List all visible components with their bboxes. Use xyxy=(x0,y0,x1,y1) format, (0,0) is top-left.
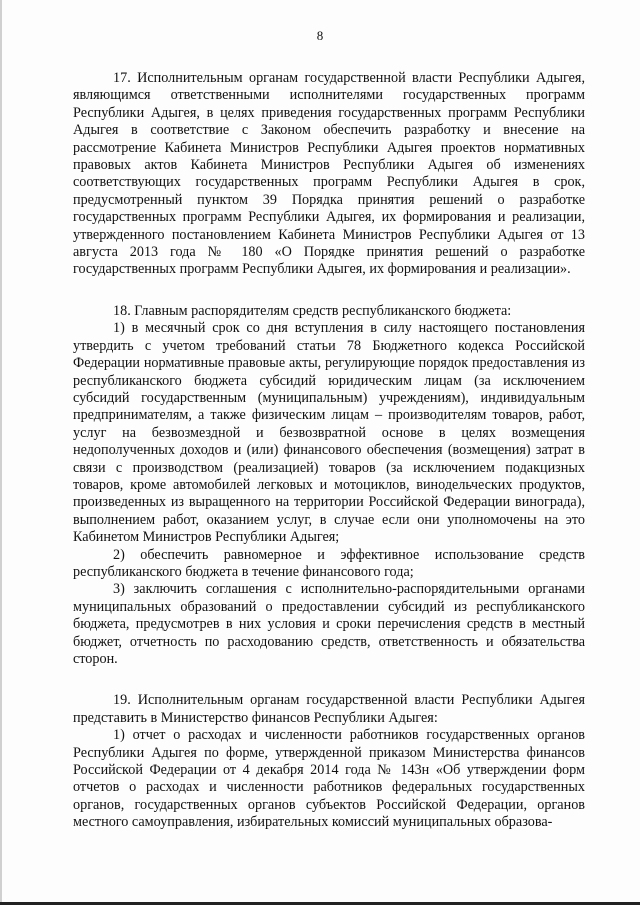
document-body xyxy=(73,70,585,832)
paragraph-18-item-2: 2) обеспечить равномерное и эффективное использование средств республиканского бюджета в течение финансового года; xyxy=(73,546,585,580)
page-left-edge xyxy=(0,0,2,905)
page-number: 8 xyxy=(316,28,324,43)
paragraph-17: 17. Исполнительным органам государственной власти Республики Адыгея, являющимся ответственными исполнителями государственных программ Республики Адыгея, в целях приведения государственных программ Республики Адыгея в соответствие с Законом обеспечить разработку и внесение на рассмотрение Кабинета Министров Республики Адыгея проектов нормативных правовых актов Кабинета Министров Республики Адыгея об изменениях соответствующих государственных программ Республики Адыгея в срок, предусмотренный пунктом 39 Порядка принятия решений о разработке государственных программ Республики Адыгея, их формирования и реализации, утвержденного постановлением Кабинета Министров Республики Адыгея от 13 августа 2013 года № 180 «О Порядке принятия решений о разработке государственных программ Республики Адыгея, их формирования и реализации». xyxy=(73,70,585,278)
paragraph-18: 18. Главным распорядителям средств республиканского бюджета: xyxy=(113,302,512,319)
paragraph-19-item-1: 1) отчет о расходах и численности работников государственных органов Республики Адыгея по форме, утвержденной приказом Министерства финансов Российской Федерации от 4 декабря 2014 года № 143н «Об утверждении форм отчетов о расходах и численности работников федеральных государственных органов, государственных органов субъектов Российской Федерации, органов местного самоуправления, избирательных комиссий муниципальных образова- xyxy=(73,727,585,831)
paragraph-18-item-1: 1) в месячный срок со дня вступления в силу настоящего постановления утвердить с учетом требований статьи 78 Бюджетного кодекса Российской Федерации нормативные правовые акты, регулирующие порядок предоставления из республиканского бюджета субсидий юридическим лицам (за исключением субсидий государственным (муниципальным) учреждениям), индивидуальным предпринимателям, а также физическим лицам – производителям товаров, работ, услуг на безвозмездной и безвозвратной основе в целях возмещения недополученных доходов и (или) финансового обеспечения (возмещения) затрат в связи с производством (реализацией) товаров (за исключением подакцизных товаров, кроме автомобилей легковых и мотоциклов, винодельческих продуктов, произведенных из выращенного на территории Российской Федерации винограда), выполнением работ, оказанием услуг, в случае если они уполномочены на это Кабинетом Министров Республики Адыгея; xyxy=(73,320,585,546)
paragraph-19: 19. Исполнительным органам государственной власти Республики Адыгея представить в Министерство финансов Республики Адыгея: xyxy=(73,692,585,726)
paragraph-18-item-3: 3) заключить соглашения с исполнительно-распорядительными органами муниципальных образований о предоставлении субсидий из республиканского бюджета, предусмотрев в них условия и сроки перечисления средств в местный бюджет, отчетность по расходованию средств, ответственность и обязательства сторон. xyxy=(73,581,585,667)
